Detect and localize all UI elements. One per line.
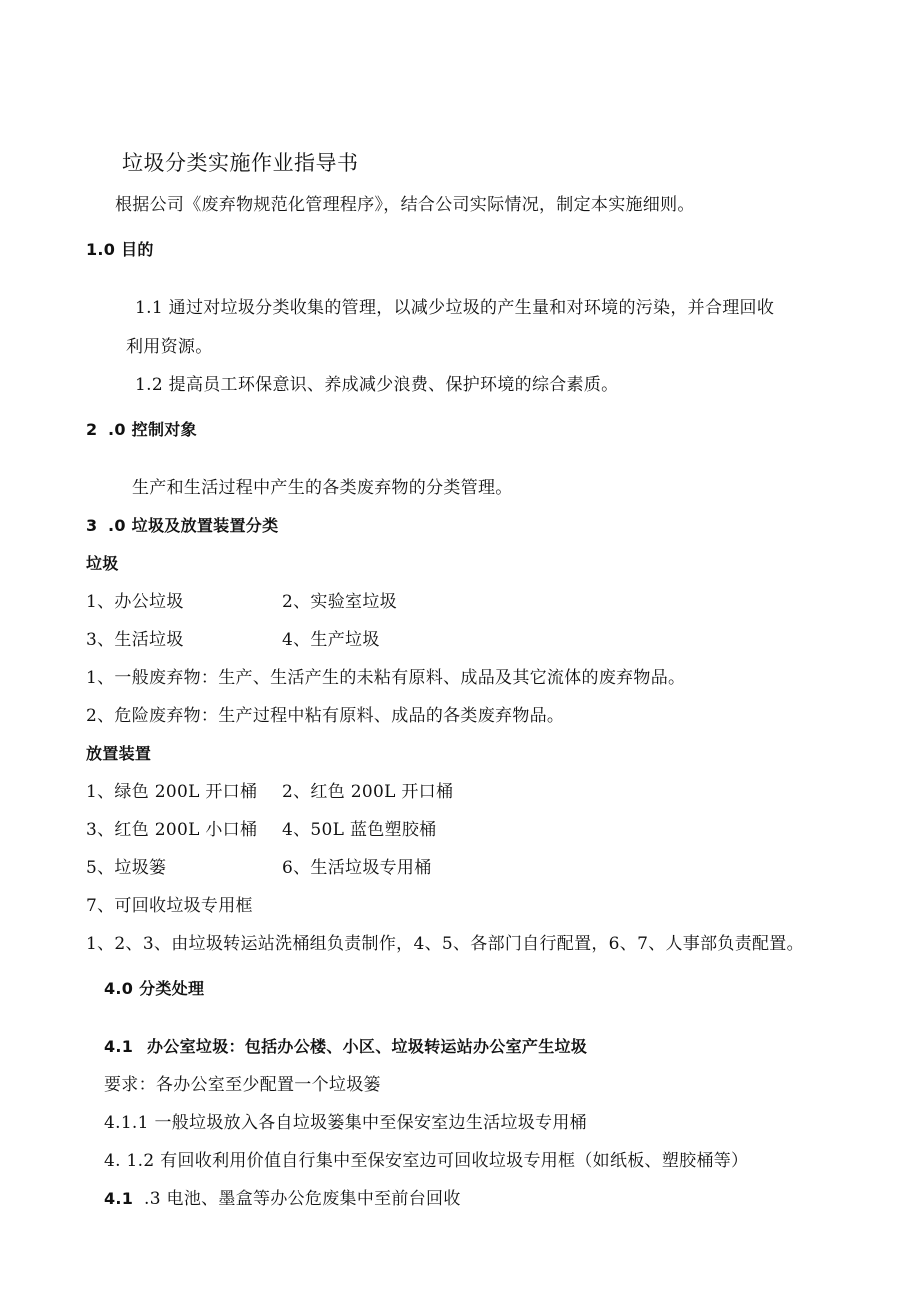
device-item-7: 7、可回收垃圾专用框 xyxy=(86,896,253,916)
section-3-number: 3 xyxy=(86,516,98,535)
section-1-heading: 1.0 目的 xyxy=(86,240,154,259)
subsection-4-1-number: 4.1 xyxy=(104,1037,134,1056)
section-2-number: 2 xyxy=(86,420,98,439)
item-1-1-line-2: 利用资源。 xyxy=(126,337,213,357)
item-4-1-2: 4. 1.2 有回收利用价值自行集中至保安室边可回收垃圾专用框（如纸板、塑胶桶等） xyxy=(104,1151,749,1171)
waste-item-2: 2、实验室垃圾 xyxy=(282,592,397,612)
hazardous-waste-definition: 2、危险废弃物：生产过程中粘有原料、成品的各类废弃物品。 xyxy=(86,706,565,726)
waste-item-1: 1、办公垃圾 xyxy=(86,592,184,612)
section-3-heading: .0 垃圾及放置装置分类 xyxy=(108,516,279,535)
waste-subheading: 垃圾 xyxy=(86,554,119,573)
waste-item-4: 4、生产垃圾 xyxy=(282,630,380,650)
requirement-line: 要求：各办公室至少配置一个垃圾篓 xyxy=(104,1075,381,1095)
section-4-heading: 4.0 分类处理 xyxy=(104,979,205,998)
intro-paragraph: 根据公司《废弃物规范化管理程序》，结合公司实际情况，制定本实施细则。 xyxy=(115,195,695,215)
item-4-1-3: .3 电池、墨盒等办公危废集中至前台回收 xyxy=(144,1189,461,1209)
general-waste-definition: 1、一般废弃物：生产、生活产生的未粘有原料、成品及其它流体的废弃物品。 xyxy=(86,668,686,688)
waste-item-3: 3、生活垃圾 xyxy=(86,630,184,650)
section-2-body: 生产和生活过程中产生的各类废弃物的分类管理。 xyxy=(132,478,513,498)
item-4-1-3-number: 4.1 xyxy=(104,1189,134,1208)
item-1-2: 1.2 提高员工环保意识、养成减少浪费、保护环境的综合素质。 xyxy=(135,375,619,395)
page-title: 垃圾分类实施作业指导书 xyxy=(122,151,359,175)
item-4-1-1: 4.1.1 一般垃圾放入各自垃圾篓集中至保安室边生活垃圾专用桶 xyxy=(104,1113,587,1133)
subsection-4-1-heading: 办公室垃圾：包括办公楼、小区、垃圾转运站办公室产生垃圾 xyxy=(147,1037,588,1056)
device-item-2: 2、红色 200L 开口桶 xyxy=(282,782,454,802)
device-item-6: 6、生活垃圾专用桶 xyxy=(282,858,432,878)
device-item-3: 3、红色 200L 小口桶 xyxy=(86,820,258,840)
device-item-5: 5、垃圾篓 xyxy=(86,858,167,878)
device-subheading: 放置装置 xyxy=(86,744,152,763)
section-2-heading: .0 控制对象 xyxy=(108,420,197,439)
responsibility-note: 1、2、3、由垃圾转运站洗桶组负责制作，4、5、各部门自行配置，6、7、人事部负责配置。 xyxy=(86,934,804,954)
device-item-4: 4、50L 蓝色塑胶桶 xyxy=(282,820,437,840)
device-item-1: 1、绿色 200L 开口桶 xyxy=(86,782,258,802)
item-1-1-line-1: 1.1 通过对垃圾分类收集的管理，以减少垃圾的产生量和对环境的污染，并合理回收 xyxy=(135,298,775,318)
